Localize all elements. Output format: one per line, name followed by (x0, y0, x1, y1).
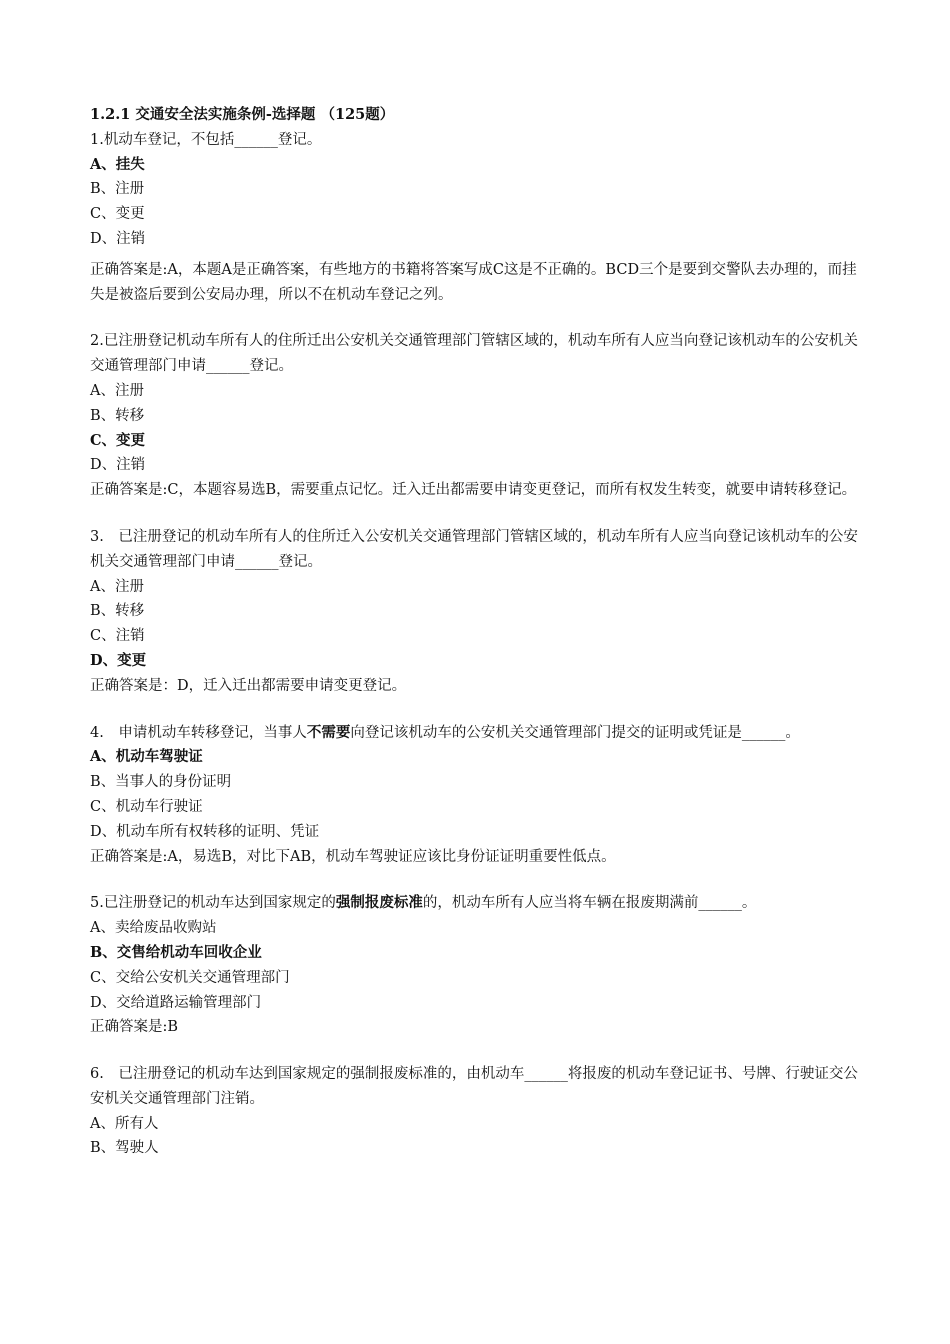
option: B、驾驶人 (90, 1140, 159, 1157)
option: D、注销 (90, 230, 146, 247)
question-stem (90, 891, 860, 916)
option-correct: C、变更 (90, 431, 146, 449)
question-block (90, 721, 860, 870)
option: C、注销 (90, 628, 145, 645)
question-stem (90, 721, 860, 746)
option: D、交给道路运输管理部门 (90, 994, 262, 1011)
option-correct: A、挂失 (90, 155, 145, 173)
answer-explanation: 正确答案是：D，迁入迁出都需要申请变更登记。 (90, 677, 407, 694)
question-block (90, 128, 860, 308)
section-title: 1.2.1 交通安全法实施条例-选择题 （125题） (90, 106, 395, 123)
option: A、注册 (90, 578, 144, 595)
stem-text: 5.已注册登记的机动车达到国家规定的 (90, 895, 336, 912)
question-block (90, 525, 860, 699)
option: B、转移 (90, 407, 145, 424)
option: C、机动车行驶证 (90, 798, 203, 815)
question-block (90, 891, 860, 1040)
question-block (90, 1062, 860, 1161)
option: D、注销 (90, 457, 146, 474)
answer-explanation: 正确答案是:B (90, 1019, 179, 1036)
stem-text: 向登记该机动车的公安机关交通管理部门提交的证明或凭证是______。 (350, 724, 800, 741)
answer-explanation: 正确答案是:A，本题A是正确答案，有些地方的书籍将答案写成C这是不正确的。BCD三个是要到交警队去办理的，而挂失是被盗后要到公安局办理，所以不在机动车登记之列。 (90, 261, 857, 303)
stem-emphasis: 不需要 (306, 723, 351, 741)
document-body (90, 103, 860, 1161)
option: C、交给公安机关交通管理部门 (90, 969, 290, 986)
answer-explanation: 正确答案是:A，易选B，对比下AB，机动车驾驶证应该比身份证证明重要性低点。 (90, 848, 616, 865)
option: B、当事人的身份证明 (90, 774, 232, 791)
question-stem: 6. 已注册登记的机动车达到国家规定的强制报废标准的，由机动车______将报废的机动车登记证书、号牌、行驶证交公安机关交通管理部门注销。 (90, 1066, 858, 1107)
option: D、机动车所有权转移的证明、凭证 (90, 823, 320, 840)
option-correct: A、机动车驾驶证 (90, 748, 203, 766)
stem-text: 的，机动车所有人应当将车辆在报废期满前______。 (422, 895, 757, 912)
option: B、注册 (90, 181, 145, 198)
answer-explanation: 正确答案是:C，本题容易选B，需要重点记忆。迁入迁出都需要申请变更登记，而所有权发生转变，就要申请转移登记。 (90, 482, 857, 499)
option: B、转移 (90, 603, 145, 620)
option: A、所有人 (90, 1115, 159, 1132)
question-stem: 3. 已注册登记的机动车所有人的住所迁入公安机关交通管理部门管辖区域的，机动车所有人应当向登记该机动车的公安机关交通管理部门申请______登记。 (90, 528, 858, 570)
stem-emphasis: 强制报废标准 (335, 894, 423, 912)
option: A、注册 (90, 382, 144, 399)
question-stem: 2.已注册登记机动车所有人的住所迁出公安机关交通管理部门管辖区域的，机动车所有人应当向登记该机动车的公安机关交通管理部门申请______登记。 (90, 333, 858, 375)
option: C、变更 (90, 206, 145, 223)
option-correct: B、交售给机动车回收企业 (90, 943, 262, 961)
stem-text: 4. 申请机动车转移登记，当事人 (90, 724, 307, 741)
question-block (90, 329, 860, 503)
option: A、卖给废品收购站 (90, 920, 217, 937)
option-correct: D、变更 (90, 651, 147, 669)
question-stem: 1.机动车登记，不包括______登记。 (90, 131, 322, 148)
